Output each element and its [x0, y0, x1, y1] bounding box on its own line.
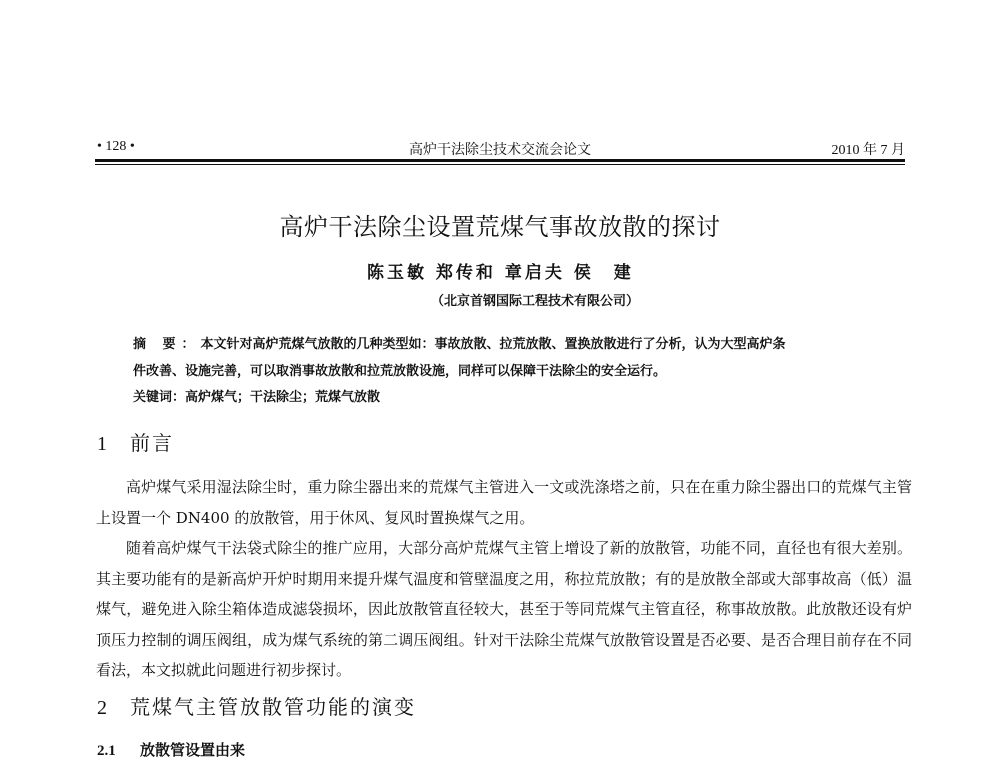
publication-date: 2010 年 7 月	[831, 143, 905, 158]
header-rule-thin	[95, 164, 905, 165]
body-paragraph	[96, 533, 912, 686]
running-header	[95, 133, 905, 157]
authors: 陈玉敏 郑传和 章启夫 侯 建	[367, 263, 634, 283]
subsection-title: 放散管设置由来	[140, 741, 246, 759]
section-title: 前言	[130, 431, 174, 455]
keywords-text: 高炉煤气；干法除尘；荒煤气放散	[185, 390, 381, 405]
page-number: • 128 •	[97, 139, 135, 154]
paragraph-text: 随着高炉煤气干法袋式除尘的推广应用，大部分高炉荒煤气主管上增设了新的放散管，功能不同，直径也有很大差别。其主要功能有的是新高炉开炉时期用来提升煤气温度和管壁温度之用，称拉荒放散；有的是放散全部或大部事故高（低）温煤气，避免进入除尘箱体造成滤袋损坏，因此放散管直径较大，甚至于等同荒煤气主管直径，称事故放散。此放散还设有炉顶压力控制的调压阀组，成为煤气系统的第二调压阀组。针对干法除尘荒煤气放散管设置是否必要、是否合理目前存在不同看法，本文拟就此问题进行初步探讨。	[96, 539, 912, 679]
abstract-line-1	[133, 331, 903, 358]
subsection-heading	[97, 739, 245, 760]
journal-name: 高炉干法除尘技术交流会论文	[409, 142, 591, 158]
paragraph-text: 高炉煤气采用湿法除尘时，重力除尘器出来的荒煤气主管进入一文或洗涤塔之前，只在在重力除尘器出口的荒煤气主管上设置一个 DN400 的放散管，用于休风、复风时置换煤气之用。	[96, 478, 912, 527]
section-title: 荒煤气主管放散管功能的演变	[130, 695, 416, 719]
keywords	[133, 386, 380, 405]
abstract-label: 摘 要：	[133, 337, 201, 352]
subsection-number: 2.1	[97, 743, 116, 759]
header-rule	[95, 159, 905, 162]
section-heading-introduction	[97, 427, 174, 456]
section-heading-evolution	[97, 691, 416, 720]
affiliation: （北京首钢国际工程技术有限公司）	[430, 294, 639, 309]
abstract	[133, 331, 903, 385]
body-paragraph	[96, 472, 912, 533]
abstract-line-2: 件改善、设施完善，可以取消事故放散和拉荒放散设施，同样可以保障干法除尘的安全运行。	[133, 364, 667, 379]
abstract-text-1: 本文针对高炉荒煤气放散的几种类型如：事故放散、拉荒放散、置换放散进行了分析，认为大型高炉条	[200, 337, 786, 352]
paper-title: 高炉干法除尘设置荒煤气事故放散的探讨	[279, 213, 721, 241]
keywords-label: 关键词：	[133, 390, 186, 405]
section-number: 2	[97, 697, 109, 719]
section-number: 1	[97, 433, 109, 455]
